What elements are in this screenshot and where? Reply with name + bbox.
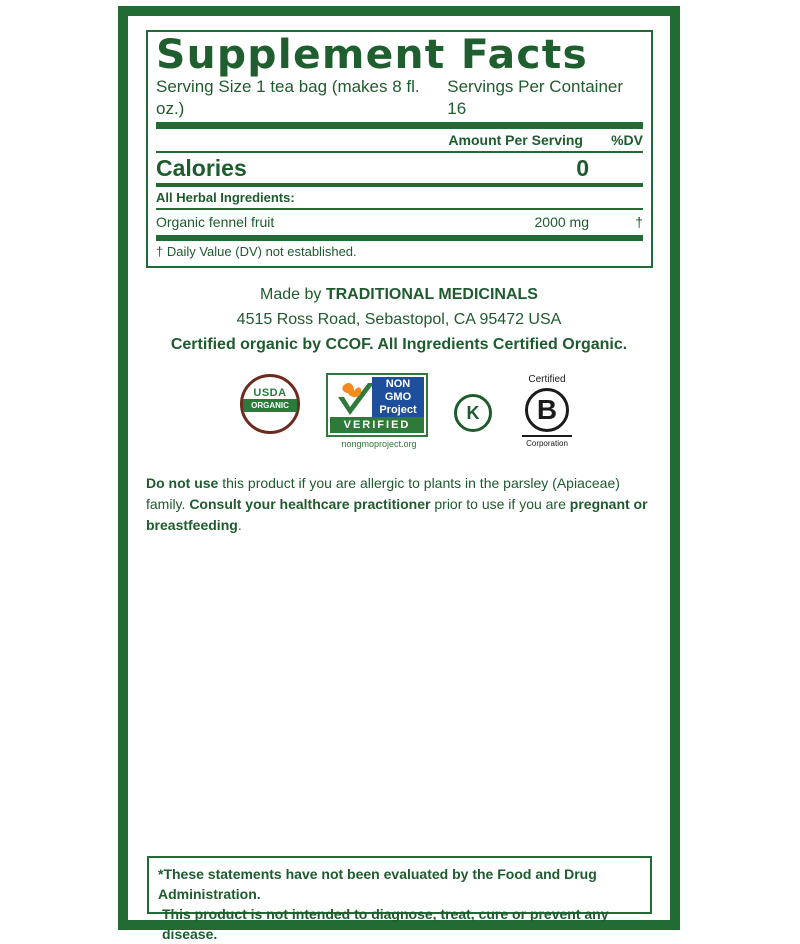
non-gmo-project-logo xyxy=(324,373,434,453)
usda-organic-seal xyxy=(240,374,300,434)
dv-header: %DV xyxy=(611,132,643,148)
herbal-header: All Herbal Ingredients: xyxy=(156,190,295,205)
usda-organic-band: ORGANIC xyxy=(243,399,297,412)
ingredient-amount: 2000 mg xyxy=(534,214,589,230)
ingredient-row xyxy=(156,210,643,234)
serving-row xyxy=(156,76,643,120)
kosher-symbol: K xyxy=(454,394,492,432)
brand-name: TRADITIONAL MEDICINALS xyxy=(325,286,538,303)
non-gmo-url: nongmoproject.org xyxy=(341,439,417,449)
disclaimer-line-2: This product is not intended to diagnose, treat, cure or prevent any disease. xyxy=(162,906,609,942)
fda-disclaimer xyxy=(147,856,652,942)
address: 4515 Ross Road, Sebastopol, CA 95472 USA xyxy=(236,311,562,328)
ingredient-name: Organic fennel fruit xyxy=(156,214,275,230)
allergy-warning: Do not use this product if you are allergic to plants in the parsley (Apiaceae) family. Consult your healthcare practitioner prior to use if you are pregnant or breastfeeding. xyxy=(146,475,648,533)
made-by: Made by xyxy=(260,286,326,303)
calories-row xyxy=(156,153,643,183)
dv-footnote: † Daily Value (DV) not established. xyxy=(156,244,357,259)
b-corp-corporation: Corporation xyxy=(526,439,568,448)
non-gmo-text: NON GMO Project xyxy=(372,377,424,419)
calories-label: Calories xyxy=(156,155,247,181)
b-corp-letter: B xyxy=(525,388,569,432)
usda-text: USDA xyxy=(253,386,287,399)
label-panel xyxy=(128,16,670,942)
b-corp-logo xyxy=(512,374,582,456)
maker-block xyxy=(128,282,670,357)
supplement-facts-box xyxy=(146,30,653,268)
calories-value: 0 xyxy=(576,155,589,181)
disclaimer-line-1: *These statements have not been evaluated by the Food and Drug Administration. xyxy=(158,866,597,902)
certification: Certified organic by CCOF. All Ingredients Certified Organic. xyxy=(170,336,628,353)
amount-per-serving: Amount Per Serving xyxy=(448,132,583,148)
servings-per-container: Servings Per Container 16 xyxy=(447,77,624,118)
label-frame xyxy=(118,6,680,942)
b-corp-certified: Certified xyxy=(528,374,566,385)
divider-thick xyxy=(156,122,643,129)
facts-title: Supplement Facts xyxy=(156,32,589,78)
serving-size: Serving Size 1 tea bag (makes 8 fl. oz.) xyxy=(156,77,420,118)
ingredient-dv: † xyxy=(635,214,643,230)
amount-header-row xyxy=(156,129,643,151)
made-by-line xyxy=(128,282,670,307)
verified-band: VERIFIED xyxy=(330,417,424,433)
